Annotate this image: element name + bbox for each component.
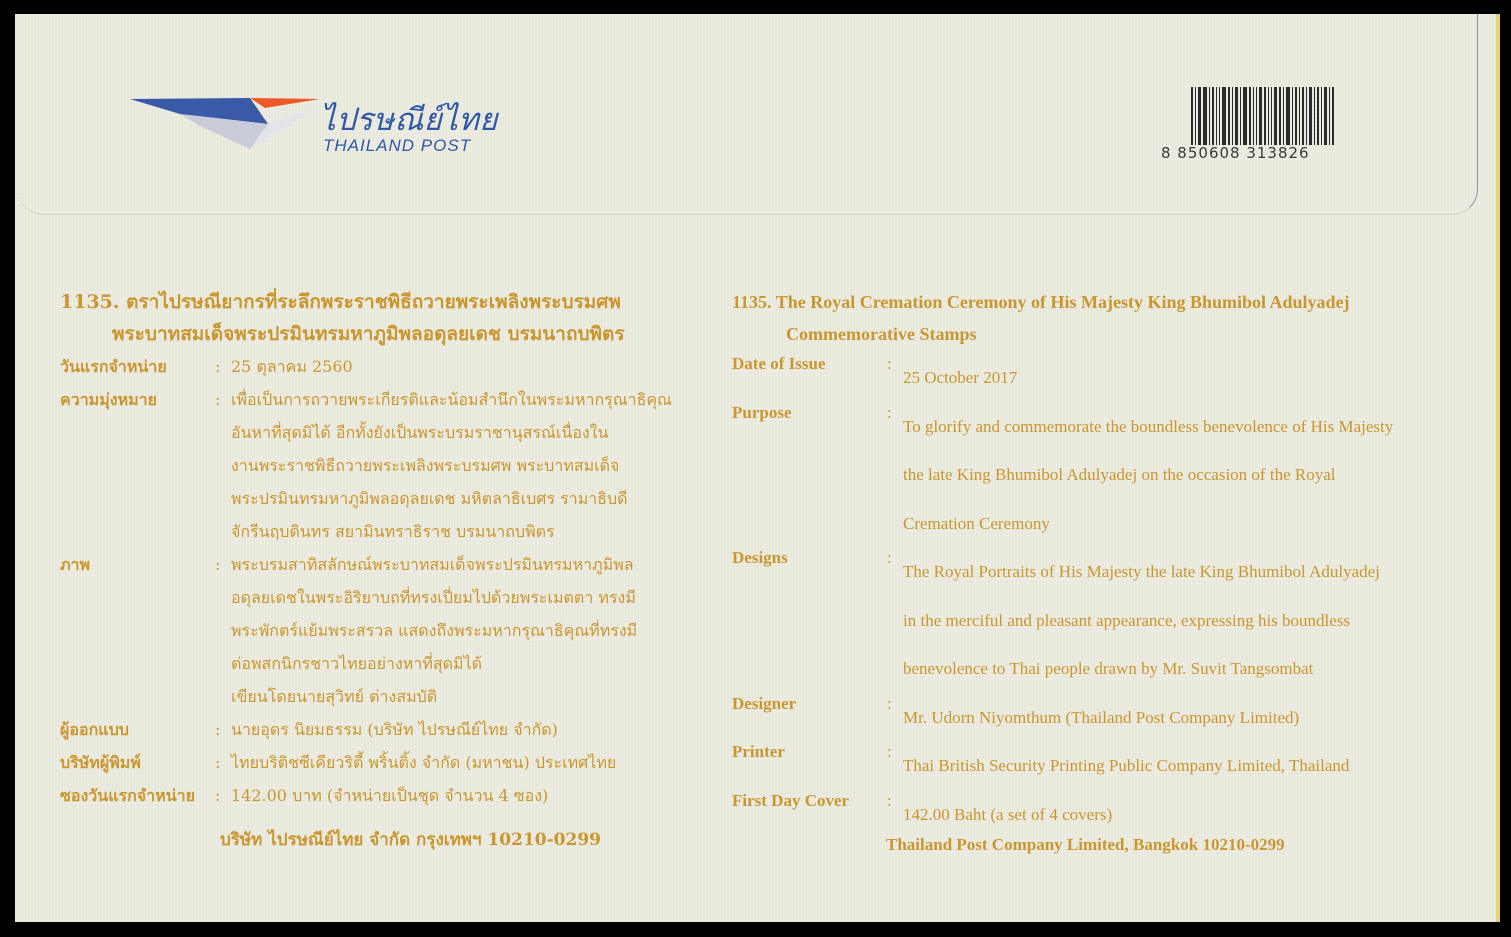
field-value: the late King Bhumibol Adulyadej on the occasion of the Royal xyxy=(903,465,1336,484)
thai-footer: บริษัท ไปรษณีย์ไทย จำกัด กรุงเทพฯ 10210-0299 xyxy=(220,830,601,850)
logo-english-text: THAILAND POST xyxy=(323,136,472,155)
english-title-line1: The Royal Cremation Ceremony of His Majesty King Bhumibol Adulyadej xyxy=(775,292,1350,312)
field-value: 25 October 2017 xyxy=(903,368,1018,387)
field-value: อันหาที่สุดมิได้ อีกทั้งยังเป็นพระบรมราชานุสรณ์เนื่องใน xyxy=(231,423,609,442)
issue-number: 1135. xyxy=(60,291,120,313)
field-label: Date of Issue xyxy=(732,354,826,373)
field-value: จักรีนฤบดินทร สยามินทราธิราช บรมนาถบพิตร xyxy=(231,522,555,541)
english-title-line2: Commemorative Stamps xyxy=(786,324,977,344)
field-label: ภาพ xyxy=(60,555,91,574)
field-label: บริษัทผู้พิมพ์ xyxy=(60,753,141,772)
field-label: ผู้ออกแบบ xyxy=(60,720,129,739)
field-value: เขียนโดยนายสุวิทย์ ต่างสมบัติ xyxy=(231,687,438,706)
envelope-back xyxy=(15,14,1500,922)
logo-thai-text: ไปรษณีย์ไทย xyxy=(320,102,498,138)
field-label: ความมุ่งหมาย xyxy=(60,390,158,409)
thai-title-line1: ตราไปรษณียากรที่ระลึกพระราชพิธีถวายพระเพลิงพระบรมศพ xyxy=(126,291,621,313)
thailand-post-wing-icon xyxy=(130,96,320,166)
field-label: ซองวันแรกจำหน่าย xyxy=(60,786,195,805)
field-value: Thai British Security Printing Public Company Limited, Thailand xyxy=(903,756,1350,775)
english-row-purpose: Purpose : To glorify and commemorate the boundless benevolence of His Majesty the late King Bhumibol Adulyadej on the occasion of the Royal Cremation Ceremony xyxy=(732,403,1472,549)
field-value: The Royal Portraits of His Majesty the late King Bhumibol Adulyadej xyxy=(903,562,1380,581)
thai-row-printer: บริษัทผู้พิมพ์ : ไทยบริติชซีเคียวริตี้ พริ้นติ้ง จำกัด (มหาชน) ประเทศไทย xyxy=(60,746,720,779)
field-value: Cremation Ceremony xyxy=(903,513,1050,533)
thai-title xyxy=(60,286,720,318)
field-value: พระบรมสาทิสลักษณ์พระบาทสมเด็จพระปรมินทรมหาภูมิพล xyxy=(231,555,634,574)
english-row-designs: Designs : The Royal Portraits of His Majesty the late King Bhumibol Adulyadej in the merciful and pleasant appearance, expressing his boundless benevolence to Thai people drawn by Mr. Suvit Tangsombat xyxy=(732,548,1472,694)
field-value: งานพระราชพิธีถวายพระเพลิงพระบรมศพ พระบาทสมเด็จ xyxy=(231,456,620,475)
field-value: พระพักตร์แย้มพระสรวล แสดงถึงพระมหากรุณาธิคุณที่ทรงมี xyxy=(231,621,638,640)
thai-row-designs: ภาพ : พระบรมสาทิสลักษณ์พระบาทสมเด็จพระปรมินทรมหาภูมิพล อดุลยเดชในพระอิริยาบถที่ทรงเปี่ยมไปด้วยพระเมตตา ทรงมี พระพักตร์แย้มพระสรวล แสดงถึงพระมหากรุณาธิคุณที่ทรงมี ต่อพสกนิกรชาวไทยอย่างหาที่สุดมิได้ เขียนโดยนายสุวิทย์ ต่างสมบัติ xyxy=(60,548,720,713)
field-label: Designs xyxy=(732,548,788,567)
field-value: 142.00 บาท (จำหน่ายเป็นชุด จำนวน 4 ซอง) xyxy=(231,786,549,805)
field-label: First Day Cover xyxy=(732,790,850,810)
barcode-number: 8 850608 313826 xyxy=(1161,144,1310,162)
field-value: นายอุดร นิยมธรรม (บริษัท ไปรษณีย์ไทย จำกัด) xyxy=(231,720,558,739)
english-row-printer: Printer : Thai British Security Printing Public Company Limited, Thailand xyxy=(732,742,1472,791)
english-description xyxy=(732,286,1472,855)
thai-description xyxy=(60,286,720,853)
field-value: in the merciful and pleasant appearance, expressing his boundless xyxy=(903,610,1351,630)
thailand-post-logo xyxy=(130,96,510,166)
field-value: อดุลยเดชในพระอิริยาบถที่ทรงเปี่ยมไปด้วยพระเมตตา ทรงมี xyxy=(231,588,636,607)
thai-title-line2: พระบาทสมเด็จพระปรมินทรมหาภูมิพลอดุลยเดช บรมนาถบพิตร xyxy=(112,323,625,345)
field-value: To glorify and commemorate the boundless benevolence of His Majesty xyxy=(903,416,1394,436)
field-value: 25 ตุลาคม 2560 xyxy=(231,357,353,376)
barcode xyxy=(1161,87,1361,167)
field-value: 142.00 Baht (a set of 4 covers) xyxy=(903,804,1113,824)
field-value: ต่อพสกนิกรชาวไทยอย่างหาที่สุดมิได้ xyxy=(231,654,483,673)
field-value: เพื่อเป็นการถวายพระเกียรติและน้อมสำนึกในพระมหากรุณาธิคุณ xyxy=(231,390,672,409)
field-label: วันแรกจำหน่าย xyxy=(60,357,167,376)
english-footer: Thailand Post Company Limited, Bangkok 10210-0299 xyxy=(886,835,1285,854)
english-row-date: Date of Issue : 25 October 2017 xyxy=(732,354,1472,403)
field-label: Purpose xyxy=(732,402,792,422)
field-value: พระปรมินทรมหาภูมิพลอดุลยเดช มหิตลาธิเบศร รามาธิบดี xyxy=(231,489,628,508)
issue-number: 1135. xyxy=(732,292,772,312)
english-row-designer: Designer : Mr. Udorn Niyomthum (Thailand Post Company Limited) xyxy=(732,694,1472,743)
field-label: Printer xyxy=(732,742,785,761)
english-row-fdc: First Day Cover : 142.00 Baht (a set of 4 covers) xyxy=(732,791,1472,840)
field-label: Designer xyxy=(732,693,797,713)
thai-row-designer: ผู้ออกแบบ : นายอุดร นิยมธรรม (บริษัท ไปรษณีย์ไทย จำกัด) xyxy=(60,713,720,746)
english-title xyxy=(732,286,1472,318)
field-value: Mr. Udorn Niyomthum (Thailand Post Company Limited) xyxy=(903,707,1300,727)
barcode-bars-icon xyxy=(1191,87,1336,145)
field-value: ไทยบริติชซีเคียวริตี้ พริ้นติ้ง จำกัด (มหาชน) ประเทศไทย xyxy=(231,753,617,772)
thai-row-date: วันแรกจำหน่าย : 25 ตุลาคม 2560 xyxy=(60,350,720,383)
thai-row-fdc: ซองวันแรกจำหน่าย : 142.00 บาท (จำหน่ายเป็นชุด จำนวน 4 ซอง) xyxy=(60,779,720,812)
field-value: benevolence to Thai people drawn by Mr. Suvit Tangsombat xyxy=(903,659,1314,678)
thai-row-purpose: ความมุ่งหมาย : เพื่อเป็นการถวายพระเกียรติและน้อมสำนึกในพระมหากรุณาธิคุณ อันหาที่สุดมิได้ อีกทั้งยังเป็นพระบรมราชานุสรณ์เนื่องใน งานพระราชพิธีถวายพระเพลิงพระบรมศพ พระบาทสมเด็จ พระปรมินทรมหาภูมิพลอดุลยเดช มหิตลาธิเบศร รามาธิบดี จักรีนฤบดินทร สยามินทราธิราช บรมนาถบพิตร xyxy=(60,383,720,548)
